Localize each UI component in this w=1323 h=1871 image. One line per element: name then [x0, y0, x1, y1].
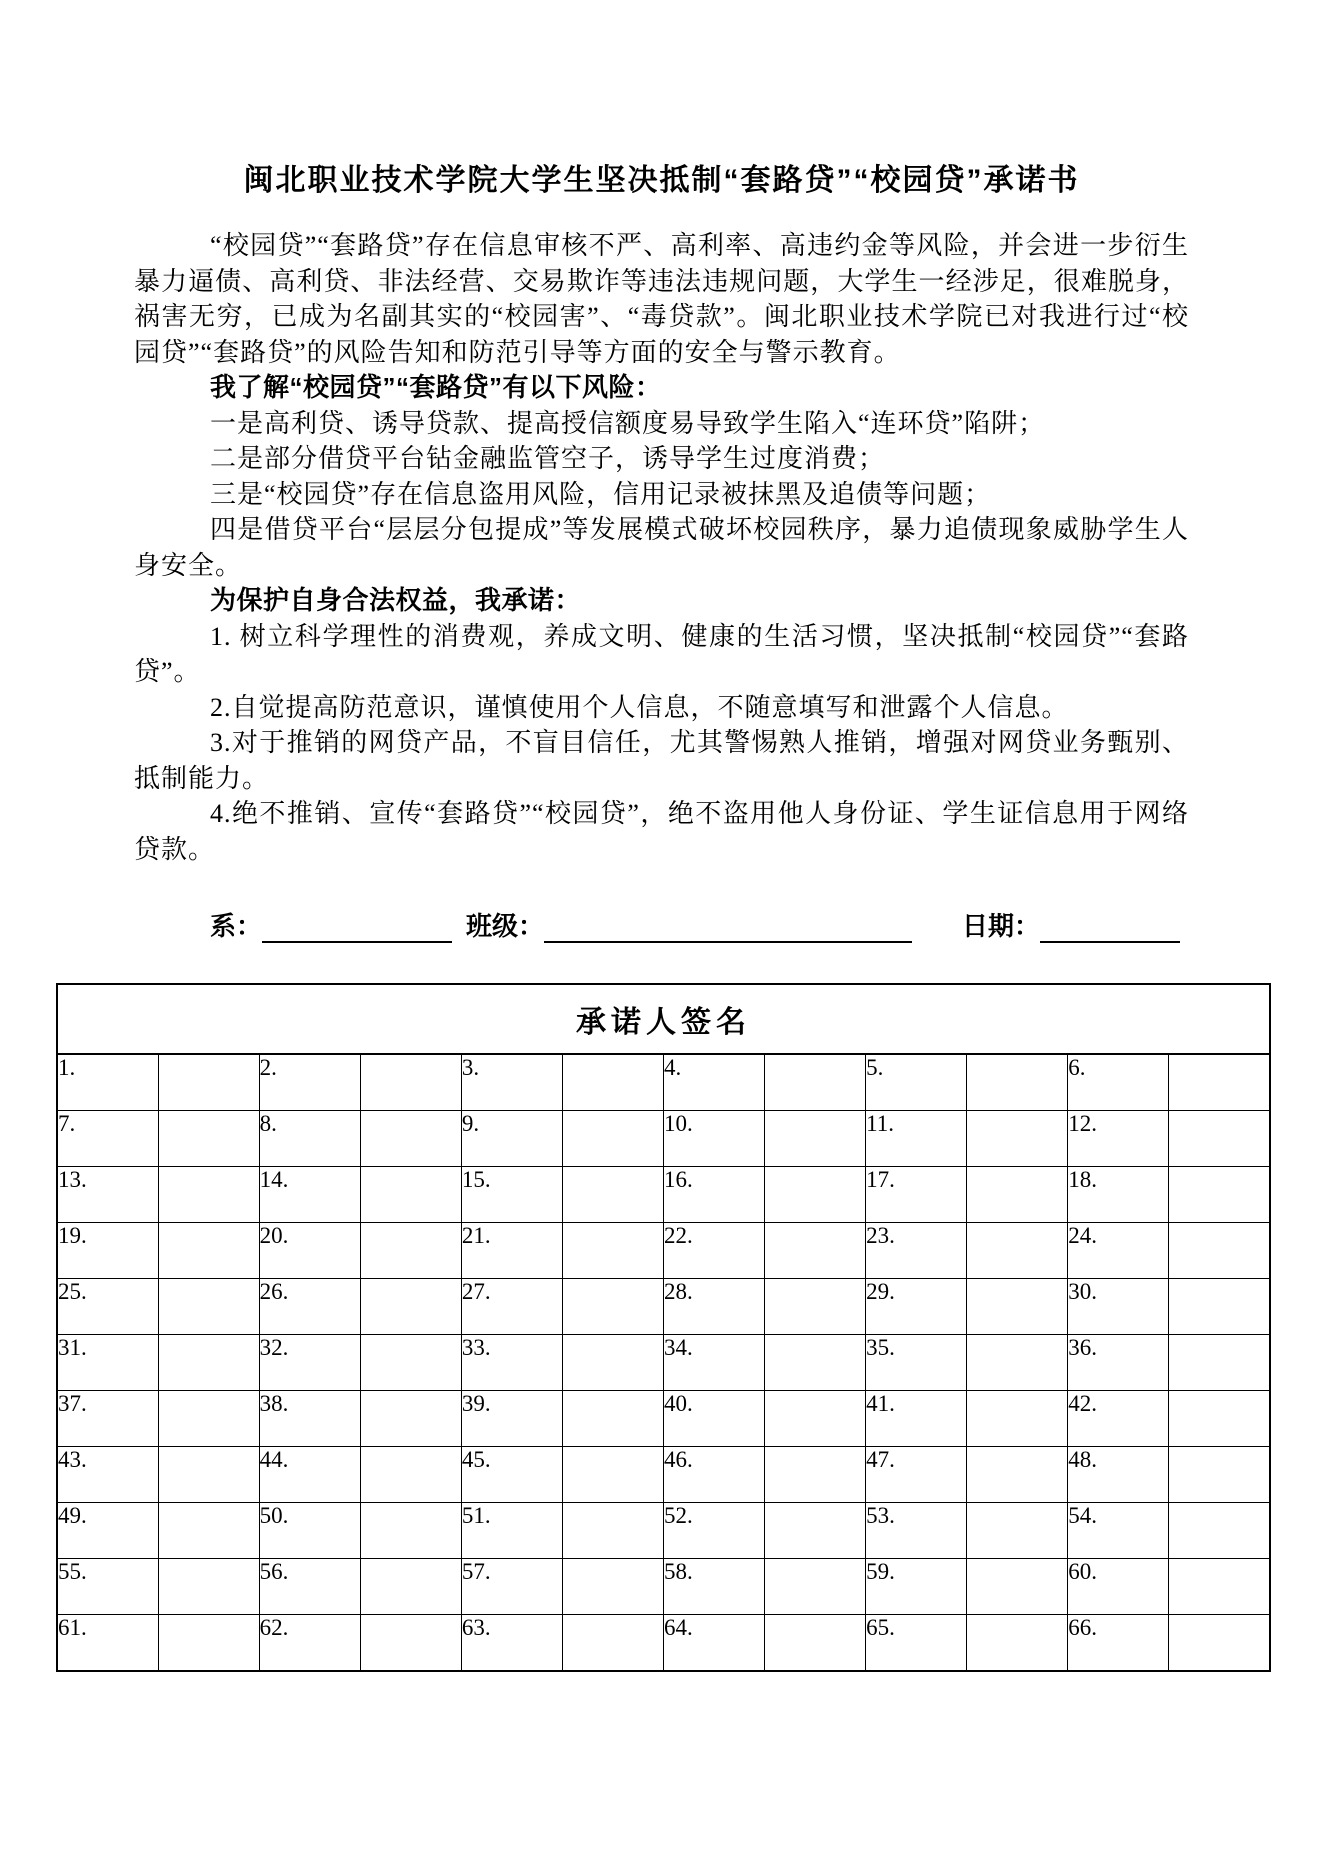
signature-number-cell: 63.	[461, 1615, 562, 1672]
signature-blank-cell[interactable]	[562, 1223, 663, 1279]
signature-row	[57, 1279, 1270, 1335]
signature-blank-cell[interactable]	[360, 1223, 461, 1279]
signature-blank-cell[interactable]	[158, 1167, 259, 1223]
signature-blank-cell[interactable]	[562, 1447, 663, 1503]
signature-number-cell: 3.	[461, 1054, 562, 1111]
signature-number-cell: 27.	[461, 1279, 562, 1335]
document-title: 闽北职业技术学院大学生坚决抵制“套路贷”“校园贷”承诺书	[243, 164, 1080, 197]
signature-number-cell: 42.	[1068, 1391, 1169, 1447]
signature-blank-cell[interactable]	[765, 1615, 866, 1672]
signature-number-cell: 41.	[866, 1391, 967, 1447]
class-field-blank[interactable]	[544, 909, 912, 943]
department-label: 系：	[210, 911, 263, 941]
signature-number-cell: 9.	[461, 1111, 562, 1167]
signature-blank-cell[interactable]	[967, 1054, 1068, 1111]
signature-blank-cell[interactable]	[562, 1279, 663, 1335]
signature-blank-cell[interactable]	[967, 1223, 1068, 1279]
signature-number-cell: 14.	[259, 1167, 360, 1223]
signature-blank-cell[interactable]	[158, 1335, 259, 1391]
signature-blank-cell[interactable]	[1169, 1503, 1270, 1559]
signature-blank-cell[interactable]	[765, 1111, 866, 1167]
signature-number-cell: 53.	[866, 1503, 967, 1559]
signature-blank-cell[interactable]	[765, 1391, 866, 1447]
signature-number-cell: 12.	[1068, 1111, 1169, 1167]
signature-number-cell: 62.	[259, 1615, 360, 1672]
signature-number-cell: 38.	[259, 1391, 360, 1447]
signature-number-cell: 36.	[1068, 1335, 1169, 1391]
signature-blank-cell[interactable]	[360, 1335, 461, 1391]
date-label: 日期：	[962, 911, 1041, 941]
signature-blank-cell[interactable]	[158, 1503, 259, 1559]
signature-number-cell: 55.	[57, 1559, 158, 1615]
promise-item-2: 2.自觉提高防范意识，谨慎使用个人信息，不随意填写和泄露个人信息。	[210, 692, 1069, 722]
signature-number-cell: 51.	[461, 1503, 562, 1559]
signature-blank-cell[interactable]	[765, 1447, 866, 1503]
signature-table-title: 承诺人签名	[57, 984, 1270, 1054]
signature-blank-cell[interactable]	[967, 1111, 1068, 1167]
signature-blank-cell[interactable]	[360, 1167, 461, 1223]
signature-blank-cell[interactable]	[1169, 1054, 1270, 1111]
signature-blank-cell[interactable]	[562, 1111, 663, 1167]
signature-number-cell: 24.	[1068, 1223, 1169, 1279]
signature-blank-cell[interactable]	[967, 1167, 1068, 1223]
signature-number-cell: 60.	[1068, 1559, 1169, 1615]
signature-number-cell: 54.	[1068, 1503, 1169, 1559]
signature-number-cell: 13.	[57, 1167, 158, 1223]
signature-blank-cell[interactable]	[562, 1559, 663, 1615]
risk-item-4: 四是借贷平台“层层分包提成”等发展模式破坏校园秩序，暴力追债现象威胁学生人身安全。	[134, 515, 1189, 580]
signature-row	[57, 1335, 1270, 1391]
signature-number-cell: 66.	[1068, 1615, 1169, 1672]
promises-heading: 为保护自身合法权益，我承诺：	[210, 585, 582, 615]
signature-blank-cell[interactable]	[967, 1559, 1068, 1615]
signature-blank-cell[interactable]	[1169, 1391, 1270, 1447]
date-field-blank[interactable]	[1040, 909, 1180, 943]
signature-number-cell: 61.	[57, 1615, 158, 1672]
fill-in-line	[134, 903, 1189, 943]
signature-number-cell: 29.	[866, 1279, 967, 1335]
signature-blank-cell[interactable]	[765, 1503, 866, 1559]
signature-blank-cell[interactable]	[1169, 1167, 1270, 1223]
signature-blank-cell[interactable]	[967, 1503, 1068, 1559]
signature-blank-cell[interactable]	[360, 1559, 461, 1615]
signature-number-cell: 28.	[663, 1279, 764, 1335]
signature-table-header-row	[57, 984, 1270, 1054]
signature-number-cell: 8.	[259, 1111, 360, 1167]
signature-blank-cell[interactable]	[967, 1391, 1068, 1447]
signature-number-cell: 48.	[1068, 1447, 1169, 1503]
signature-number-cell: 49.	[57, 1503, 158, 1559]
signature-number-cell: 39.	[461, 1391, 562, 1447]
signature-number-cell: 64.	[663, 1615, 764, 1672]
signature-blank-cell[interactable]	[1169, 1615, 1270, 1672]
signature-blank-cell[interactable]	[765, 1335, 866, 1391]
signature-blank-cell[interactable]	[360, 1615, 461, 1672]
signature-blank-cell[interactable]	[562, 1335, 663, 1391]
signature-blank-cell[interactable]	[765, 1279, 866, 1335]
risks-heading: 我了解“校园贷”“套路贷”有以下风险：	[210, 372, 662, 402]
signature-blank-cell[interactable]	[158, 1615, 259, 1672]
signature-number-cell: 45.	[461, 1447, 562, 1503]
signature-blank-cell[interactable]	[360, 1447, 461, 1503]
signature-number-cell: 10.	[663, 1111, 764, 1167]
document-body	[0, 228, 1323, 943]
signature-number-cell: 43.	[57, 1447, 158, 1503]
signature-blank-cell[interactable]	[765, 1559, 866, 1615]
signature-number-cell: 65.	[866, 1615, 967, 1672]
signature-number-cell: 26.	[259, 1279, 360, 1335]
signature-number-cell: 40.	[663, 1391, 764, 1447]
promise-item-1: 1. 树立科学理性的消费观，养成文明、健康的生活习惯，坚决抵制“校园贷”“套路贷”。	[134, 621, 1189, 686]
signature-blank-cell[interactable]	[360, 1391, 461, 1447]
signature-number-cell: 5.	[866, 1054, 967, 1111]
risk-item-1: 一是高利贷、诱导贷款、提高授信额度易导致学生陷入“连环贷”陷阱；	[210, 408, 1046, 438]
signature-blank-cell[interactable]	[1169, 1223, 1270, 1279]
signature-number-cell: 1.	[57, 1054, 158, 1111]
signature-number-cell: 21.	[461, 1223, 562, 1279]
signature-blank-cell[interactable]	[562, 1167, 663, 1223]
signature-number-cell: 35.	[866, 1335, 967, 1391]
signature-number-cell: 4.	[663, 1054, 764, 1111]
signature-blank-cell[interactable]	[1169, 1111, 1270, 1167]
signature-row	[57, 1054, 1270, 1111]
signature-number-cell: 52.	[663, 1503, 764, 1559]
signature-blank-cell[interactable]	[360, 1054, 461, 1111]
signature-blank-cell[interactable]	[562, 1503, 663, 1559]
signature-number-cell: 46.	[663, 1447, 764, 1503]
signature-blank-cell[interactable]	[967, 1335, 1068, 1391]
signature-number-cell: 7.	[57, 1111, 158, 1167]
signature-number-cell: 2.	[259, 1054, 360, 1111]
department-field-blank[interactable]	[262, 909, 452, 943]
signature-blank-cell[interactable]	[158, 1447, 259, 1503]
signature-number-cell: 15.	[461, 1167, 562, 1223]
signature-row	[57, 1391, 1270, 1447]
signature-blank-cell[interactable]	[360, 1111, 461, 1167]
signature-blank-cell[interactable]	[562, 1615, 663, 1672]
signature-blank-cell[interactable]	[967, 1279, 1068, 1335]
signature-number-cell: 17.	[866, 1167, 967, 1223]
signature-blank-cell[interactable]	[158, 1054, 259, 1111]
signature-blank-cell[interactable]	[1169, 1559, 1270, 1615]
promise-item-3: 3.对于推销的网贷产品，不盲目信任，尤其警惕熟人推销，增强对网贷业务甄别、抵制能力。	[134, 728, 1189, 793]
signature-number-cell: 20.	[259, 1223, 360, 1279]
signature-number-cell: 23.	[866, 1223, 967, 1279]
signature-number-cell: 34.	[663, 1335, 764, 1391]
signature-number-cell: 22.	[663, 1223, 764, 1279]
signature-row	[57, 1559, 1270, 1615]
signature-blank-cell[interactable]	[967, 1615, 1068, 1672]
intro-paragraph: “校园贷”“套路贷”存在信息审核不严、高利率、高违约金等风险，并会进一步衍生暴力逼债、高利贷、非法经营、交易欺诈等违法违规问题，大学生一经涉足，很难脱身，祸害无穷，已成为名副其实的“校园害”、“毒贷款”。闽北职业技术学院已对我进行过“校园贷”“套路贷”的风险告知和防范引导等方面的安全与警示教育。	[134, 231, 1189, 367]
signature-blank-cell[interactable]	[158, 1111, 259, 1167]
signature-blank-cell[interactable]	[158, 1391, 259, 1447]
class-label: 班级：	[466, 911, 545, 941]
signature-number-cell: 11.	[866, 1111, 967, 1167]
risk-item-2: 二是部分借贷平台钻金融监管空子，诱导学生过度消费；	[210, 444, 886, 473]
signature-number-cell: 30.	[1068, 1279, 1169, 1335]
signature-number-cell: 18.	[1068, 1167, 1169, 1223]
signature-number-cell: 19.	[57, 1223, 158, 1279]
signature-table	[56, 983, 1271, 1672]
signature-number-cell: 33.	[461, 1335, 562, 1391]
signature-row	[57, 1167, 1270, 1223]
signature-blank-cell[interactable]	[1169, 1335, 1270, 1391]
signature-blank-cell[interactable]	[158, 1279, 259, 1335]
signature-number-cell: 37.	[57, 1391, 158, 1447]
signature-blank-cell[interactable]	[1169, 1279, 1270, 1335]
signature-number-cell: 56.	[259, 1559, 360, 1615]
signature-number-cell: 6.	[1068, 1054, 1169, 1111]
signature-row	[57, 1447, 1270, 1503]
signature-blank-cell[interactable]	[967, 1447, 1068, 1503]
signature-blank-cell[interactable]	[360, 1503, 461, 1559]
signature-number-cell: 59.	[866, 1559, 967, 1615]
signature-number-cell: 50.	[259, 1503, 360, 1559]
risk-item-3: 三是“校园贷”存在信息盗用风险，信用记录被抹黑及追债等问题；	[210, 479, 992, 509]
signature-row	[57, 1503, 1270, 1559]
signature-blank-cell[interactable]	[765, 1054, 866, 1111]
promise-item-4: 4.绝不推销、宣传“套路贷”“校园贷”，绝不盗用他人身份证、学生证信息用于网络贷款。	[134, 799, 1189, 864]
signature-blank-cell[interactable]	[1169, 1447, 1270, 1503]
signature-number-cell: 58.	[663, 1559, 764, 1615]
signature-blank-cell[interactable]	[562, 1054, 663, 1111]
signature-number-cell: 47.	[866, 1447, 967, 1503]
signature-number-cell: 16.	[663, 1167, 764, 1223]
signature-blank-cell[interactable]	[158, 1223, 259, 1279]
signature-number-cell: 57.	[461, 1559, 562, 1615]
signature-blank-cell[interactable]	[765, 1223, 866, 1279]
signature-number-cell: 32.	[259, 1335, 360, 1391]
signature-blank-cell[interactable]	[562, 1391, 663, 1447]
signature-row	[57, 1223, 1270, 1279]
signature-table-body	[57, 1054, 1270, 1671]
signature-number-cell: 25.	[57, 1279, 158, 1335]
signature-row	[57, 1615, 1270, 1672]
signature-blank-cell[interactable]	[158, 1559, 259, 1615]
signature-row	[57, 1111, 1270, 1167]
signature-number-cell: 44.	[259, 1447, 360, 1503]
signature-number-cell: 31.	[57, 1335, 158, 1391]
signature-blank-cell[interactable]	[765, 1167, 866, 1223]
signature-blank-cell[interactable]	[360, 1279, 461, 1335]
